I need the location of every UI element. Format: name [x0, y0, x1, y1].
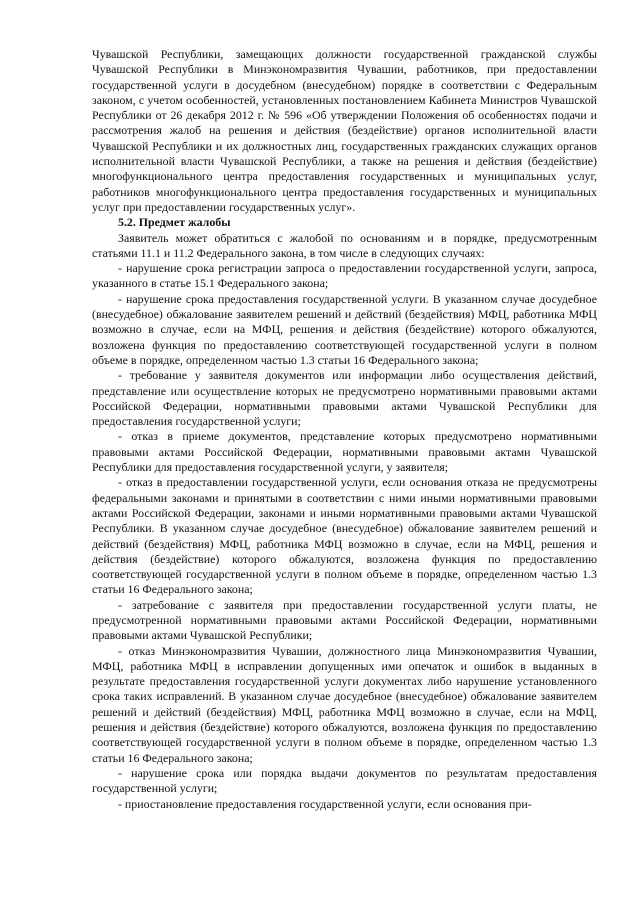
list-item: - нарушение срока регистрации запроса о предоставлении государственной услуги, запроса, указанного в статье 15.1 Федерального закона; — [92, 261, 597, 291]
list-item: - отказ в приеме документов, представление которых предусмотрено нормативными правовыми актами Российской Федерации, нормативными правовыми актами Чувашской Республики для предоставления государственной услуги, у заявителя; — [92, 429, 597, 475]
list-item: - нарушение срока или порядка выдачи документов по результатам предоставления государственной услуги; — [92, 765, 597, 796]
list-item: - отказ Минэкономразвития Чувашии, должностного лица Минэкономразвития Чувашии, МФЦ, работника МФЦ в исправлении допущенных ими опечаток и ошибок в выданных в результате предоставления государственной услуги документах либо нарушение установленного срока таких исправлений. В указанном случае досудебное (внесудебное) обжалование заявителем решений и действий (бездействия) МФЦ, работника МФЦ возможно в случае, если на МФЦ, решения и действия (бездействие) которого обжалуются, возложена функция по предоставлению соответствующей государственной услуги в полном объеме в порядке, определенном частью 1.3 статьи 16 Федерального закона; — [92, 643, 597, 765]
list-item: - нарушение срока предоставления государственной услуги. В указанном случае досудебное (внесудебное) обжалование заявителем решений и действий (бездействия) МФЦ, работника МФЦ возможно в случае, если на МФЦ, решения и действия (бездействие) которого обжалуются, возложена функция по предоставлению соответствующей государственной услуги в полном объеме в порядке, определенном частью 1.3 статьи 16 Федерального закона; — [92, 291, 597, 367]
list-item: - приостановление предоставления государственной услуги, если основания при- — [118, 796, 532, 811]
section-title: 5.2. Предмет жалобы — [118, 215, 231, 230]
section-intro-paragraph: Заявитель может обратиться с жалобой по основаниям и в порядке, предусмотренным статьями 11.1 и 11.2 Федерального закона, в том числе в следующих случаях: — [92, 230, 597, 260]
list-item: - затребование с заявителя при предоставлении государственной услуги платы, не предусмотренной нормативными правовыми актами Российской Федерации, нормативными правовыми актами Чувашской Республики; — [92, 597, 597, 643]
list-item: - требование у заявителя документов или информации либо осуществления действий, представление или осуществление которых не предусмотрено нормативными правовыми актами Российской Федерации, нормативными правовыми актами Чувашской Республики для предоставления государственной услуги; — [92, 368, 597, 429]
intro-paragraph: Чувашской Республики, замещающих должности государственной гражданской службы Чувашской Республики в Минэкономразвития Чувашии, работников, при предоставлении государственной услуги в досудебном (внесудебном) порядке в соответствии с Федеральным законом, с учетом особенностей, установленных постановлением Кабинета Министров Чувашской Республики от 26 декабря 2012 г. № 596 «Об утверждении Положения об особенностях подачи и рассмотрения жалоб на решения и действия (бездействие) органов исполнительной власти Чувашской Республики и их должностных лиц, государственных гражданских служащих органов исполнительной власти Чувашской Республики, а также на решения и действия (бездействие) многофункционального центра предоставления государственных и муниципальных услуг, работников многофункционального центра предоставления государственных и муниципальных услуг при предоставлении государственных услуг». — [92, 47, 597, 214]
document-page — [92, 47, 597, 812]
list-item: - отказ в предоставлении государственной услуги, если основания отказа не предусмотрены федеральными законами и принятыми в соответствии с ними иными нормативными правовыми актами Российской Федерации, законами и иными нормативными правовыми актами Чувашской Республики. В указанном случае досудебное (внесудебное) обжалование заявителем решений и действий (бездействия) МФЦ, работника МФЦ возможно в случае, если на МФЦ, решения и действия (бездействие) которого обжалуются, возложена функция по предоставлению соответствующей государственной услуги в полном объеме в порядке, определенном частью 1.3 статьи 16 Федерального закона; — [92, 475, 597, 597]
